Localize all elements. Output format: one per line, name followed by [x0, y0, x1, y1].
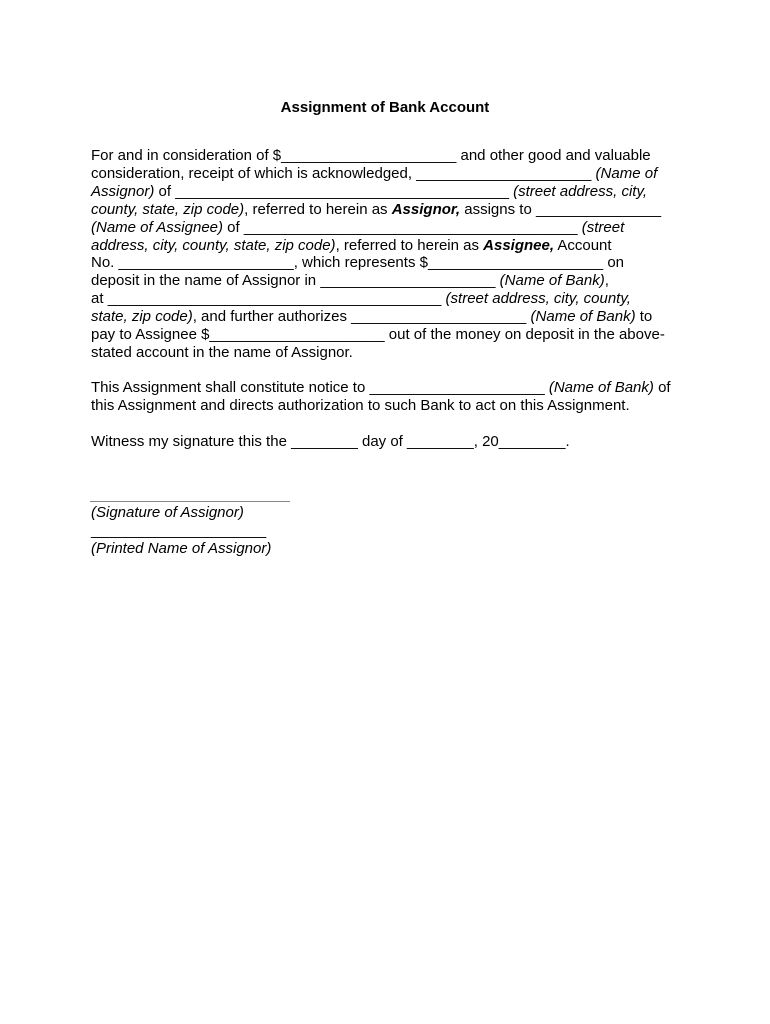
printed-name-of-assignor-label: (Printed Name of Assignor) — [91, 540, 272, 557]
text-span: consideration, receipt of which is acknowledged, — [91, 164, 417, 182]
text-span: at — [91, 290, 108, 308]
paragraph-line — [91, 147, 681, 165]
text-span: of — [154, 182, 176, 200]
field-hint: (Name of Bank) — [495, 272, 605, 290]
text-span: pay to Assignee $ — [91, 326, 210, 344]
assignor-name-blank: _____________________ — [416, 164, 592, 182]
account-number-blank: _____________________ — [118, 254, 294, 272]
field-hint: (Name of — [591, 164, 658, 182]
text-span: This Assignment shall constitute notice to — [91, 379, 370, 396]
defined-term: Assignee, — [483, 236, 555, 254]
text-span: For and in consideration of $ — [91, 147, 282, 164]
paragraph-consideration — [91, 147, 681, 362]
paragraph-line — [91, 237, 681, 255]
paragraph-line: stated account in the name of Assignor. — [91, 343, 353, 361]
paragraph-line — [91, 183, 681, 201]
text-span: and other good and valuable — [456, 147, 651, 164]
defined-term: Assignor, — [391, 200, 461, 218]
assignee-name-blank: _______________ — [535, 200, 662, 218]
paragraph-line — [91, 254, 681, 272]
text-span: , referred to herein as — [335, 236, 484, 254]
field-hint: Assignor) — [91, 182, 155, 200]
paragraph-line — [91, 165, 681, 183]
paragraph-line — [91, 308, 681, 326]
field-hint: (Name of Bank) — [526, 308, 636, 326]
paragraph-line — [91, 201, 681, 219]
paragraph-line: this Assignment and directs authorization to such Bank to act on this Assignment. — [91, 396, 630, 414]
text-span: to — [635, 308, 653, 326]
paragraph-notice — [91, 379, 691, 415]
signature-line — [90, 501, 290, 502]
text-span: assigns to — [460, 200, 536, 218]
bank-name-blank: _____________________ — [369, 379, 545, 396]
paragraph-line: Witness my signature this the ________ day of ________, 20________. — [91, 433, 570, 450]
assignee-address-blank: ________________________________________ — [243, 218, 578, 236]
text-span: of — [223, 218, 244, 236]
bank-address-blank: ________________________________________ — [107, 290, 442, 308]
paragraph-line — [91, 290, 681, 308]
field-hint: (Name of Bank) — [544, 379, 654, 396]
paragraph-line — [91, 326, 681, 344]
text-span: out of the money on deposit in the above- — [384, 326, 665, 344]
bank-name-blank: _____________________ — [351, 308, 527, 326]
signature-of-assignor-label: (Signature of Assignor) — [91, 504, 244, 521]
text-span: , referred to herein as — [244, 200, 392, 218]
paragraph-witness — [91, 433, 691, 451]
amount-blank: _____________________ — [281, 147, 457, 164]
text-span: on — [603, 254, 625, 272]
paragraph-line — [91, 272, 681, 290]
text-span: , — [604, 272, 609, 290]
paragraph-line — [91, 219, 681, 237]
field-hint: (street — [577, 218, 625, 236]
printed-name-blank: _____________________ — [91, 522, 267, 539]
field-hint: (street address, city, county, — [441, 290, 631, 308]
payment-amount-blank: _____________________ — [209, 326, 385, 344]
deposit-amount-blank: _____________________ — [427, 254, 604, 272]
field-hint: county, state, zip code) — [91, 200, 245, 218]
text-span: , and further authorizes — [192, 308, 352, 326]
paragraph-line — [91, 379, 691, 397]
field-hint: state, zip code) — [91, 308, 193, 326]
text-span: , which represents $ — [293, 254, 428, 272]
text-span: of — [653, 379, 671, 396]
field-hint: address, city, county, state, zip code) — [91, 236, 336, 254]
text-span: Account — [554, 236, 612, 254]
field-hint: (street address, city, — [508, 182, 648, 200]
field-hint: (Name of Assignee) — [91, 218, 223, 236]
text-span: No. — [91, 254, 119, 272]
assignor-address-blank: ________________________________________ — [175, 182, 509, 200]
text-span: deposit in the name of Assignor in — [91, 272, 321, 290]
document-title: Assignment of Bank Account — [280, 99, 490, 116]
bank-name-blank: _____________________ — [320, 272, 496, 290]
